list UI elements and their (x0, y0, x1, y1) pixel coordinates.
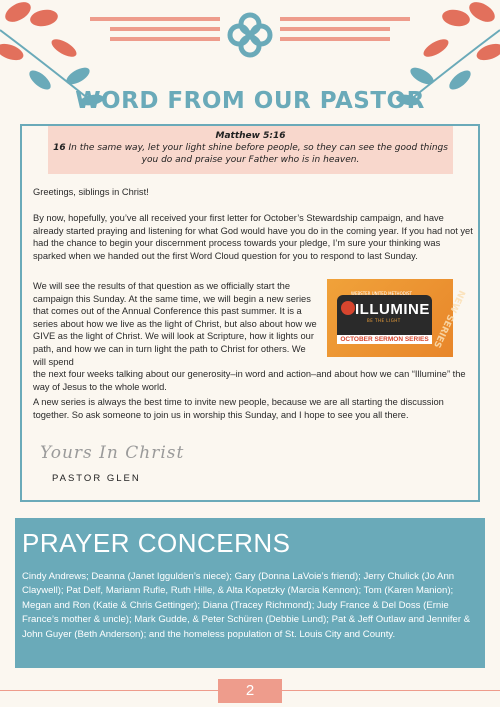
letter-greeting: Greetings, siblings in Christ! (33, 187, 149, 197)
banner-side-text: NEW SERIES (431, 288, 467, 350)
letter-paragraph-wrapped: We will see the results of that question as we officially start the campaign this Sunday. At the same time, we will begin a new series that comes out of the Annual Conference this past summer. It is a series about how we live as the light of Christ, but also about how we GIVE as the light of Christ. We will look at Scripture, how it lights our path, and how we can in turn light the path to Christ for others. We will spend (33, 281, 317, 367)
letter-paragraph: A new series is always the best time to invite new people, because we are all starting the discussion together. So ask someone to join us in worship this Sunday, and I hope to see you all there. (33, 397, 444, 420)
banner-series: OCTOBER SERMON SERIES (337, 335, 432, 344)
illumine-cross-icon (341, 301, 355, 315)
illumine-banner-image (327, 279, 467, 357)
page-title: WORD FROM OUR PASTOR (75, 88, 425, 114)
scripture-box (48, 126, 453, 174)
signature-script: Yours In Christ (40, 443, 185, 463)
page-number: 2 (218, 679, 282, 703)
banner-title: ILLUMINE (355, 301, 430, 318)
scripture-reference: Matthew 5:16 (215, 131, 286, 141)
prayer-text: Cindy Andrews; Deanna (Janet Iggulden’s niece); Gary (Donna LaVoie’s friend); Jerry Chulick (Jo Ann Claywell); Pat Delf, Mariann Rufle, Ruth Hille, & Alta Kopetzky (Marcia Kennon); Tom (Karen Manion); Megan and Ron (Katie & Chris Gettinger); Diana (Tracey Richmond); Judy France & Del Doss (Ernie France’s mother & uncle); Mark Gudde, & Peter Schüren (Debbie Lund); Pat & Jeff Outlaw and Jennifer & John Guyer (Beth Anderson); and the homeless population of St. Louis City and County. (22, 571, 471, 640)
verse-number: 16 (53, 143, 66, 153)
banner-church: WEBSTER UNITED METHODIST (351, 291, 412, 296)
prayer-heading: PRAYER CONCERNS (22, 528, 291, 558)
letter-paragraph: By now, hopefully, you’ve all received your first letter for October’s Stewardship campaign, and have already started praying and listening for what God would have you do in the coming year. If you had not yet had the chance to begin your discernment process towards your pledge, I’m sure your thinking was sparked when we handed out the first Word Cloud question for you to respond to last Sunday. (33, 213, 473, 261)
prayer-concerns-section (15, 518, 485, 668)
letter-paragraph-continued: the next four weeks talking about our generosity–in word and action–and about how we can “Illumine” the way of Jesus to the whole world. (33, 369, 466, 392)
banner-tagline: BE THE LIGHT (367, 318, 401, 323)
verse-text: In the same way, let your light shine before people, so they can see the good things you do and praise your Father who is in heaven. (68, 143, 448, 165)
signature-name: PASTOR GLEN (52, 473, 141, 484)
church-logo-icon (220, 10, 280, 60)
